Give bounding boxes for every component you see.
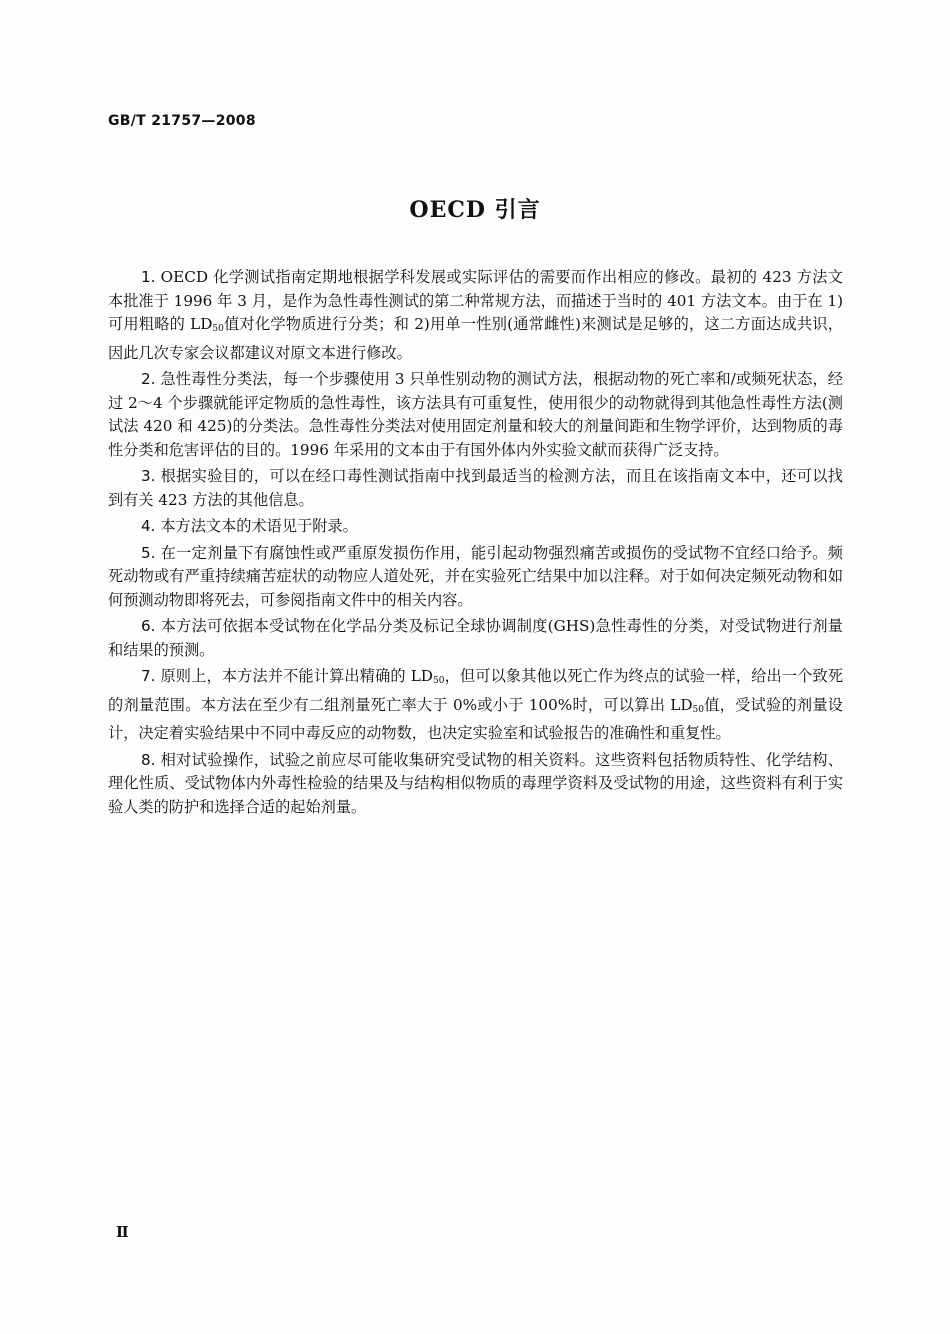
paragraph-1 [108,266,843,365]
paragraph-text: 值对化学物质进行分类；和 2)用单一性别(通常雌性)来测试是足够的，这二方面达成共识，因此几次专家会议都建议对原文本进行修改。 [108,315,843,362]
paragraph-5 [108,542,843,613]
paragraph-3 [108,465,843,512]
paragraph-number: 4. [141,517,156,535]
paragraph-2 [108,368,843,462]
page-number: Ⅱ [116,1223,129,1241]
paragraph-text: 根据实验目的，可以在经口毒性测试指南中找到最适当的检测方法，而且在该指南文本中，还可以找到有关 423 方法的其他信息。 [108,467,843,509]
paragraph-text: 在一定剂量下有腐蚀性或严重原发损伤作用，能引起动物强烈痛苦或损伤的受试物不宜经口给予。频死动物或有严重持续痛苦症状的动物应人道处死，并在实验死亡结果中加以注释。对于如何决定频死动物和如何预测动物即将死去，可参阅指南文件中的相关内容。 [108,543,843,609]
paragraph-text: 原则上，本方法并不能计算出精确的 LD [155,667,433,685]
subscript: 50 [692,704,704,715]
paragraph-number: 5. [141,543,156,562]
paragraph-number: 7. [141,667,156,685]
paragraph-number: 1. [141,268,156,286]
paragraph-6 [108,615,843,662]
paragraph-7 [108,665,843,746]
paragraph-text: OECD 化学测试指南定期地根据学科发展或实际评估的需要而作出相应的修改。最初的 423 方法文本批准于 1996 年 3 月，是作为急性毒性测试的第二种常规方法，而描述于当时的 401 方法文本。由于在 1)可用粗略的 LD [108,268,843,333]
paragraph-text: 相对试验操作，试验之前应尽可能收集研究受试物的相关资料。这些资料包括物质特性、化学结构、理化性质、受试物体内外毒性检验的结果及与结构相似物质的毒理学资料及受试物的用途，这些资料有利于实验人类的防护和选择合适的起始剂量。 [108,750,843,816]
subscript: 50 [432,676,445,686]
paragraph-number: 3. [141,467,156,485]
paragraph-text: 本方法可依据本受试物在化学品分类及标记全球协调制度(GHS)急性毒性的分类，对受试物进行剂量和结果的预测。 [108,617,843,659]
paragraph-text: 急性毒性分类法，每一个步骤使用 3 只单性别动物的测试方法，根据动物的死亡率和/或频死状态，经过 2～4 个步骤就能评定物质的急性毒性，该方法具有可重复性，使用很少的动物就得到其他急性毒性方法(测试法 420 和 425)的分类法。急性毒性分类法对使用固定剂量和较大的剂量间距和生物学评价，达到物质的毒性分类和危害评估的目的。1996 年采用的文本由于有国外体内外实验文献而获得广泛支持。 [108,370,843,459]
paragraph-number: 8. [141,750,156,769]
document-body [108,266,843,822]
paragraph-text: 本方法文本的术语见于附录。 [155,517,358,535]
page-title: OECD 引言 [409,197,541,223]
subscript: 50 [212,324,224,334]
paragraph-number: 6. [141,617,156,635]
paragraph-4 [108,515,843,539]
standard-number: GB/T 21757—2008 [108,113,256,129]
paragraph-number: 2. [141,370,156,388]
paragraph-text: 值，受试验的剂量设计，决定着实验结果中不同中毒反应的动物数，也决定实验室和试验报告的准确性和重复性。 [108,695,843,742]
paragraph-text: ，但可以象其他以死亡作为终点的试验一样，给出一个致死的剂量范围。本方法在至少有二组剂量死亡率大于 0%或小于 100%时，可以算出 LD [108,667,844,714]
paragraph-8 [108,749,843,820]
